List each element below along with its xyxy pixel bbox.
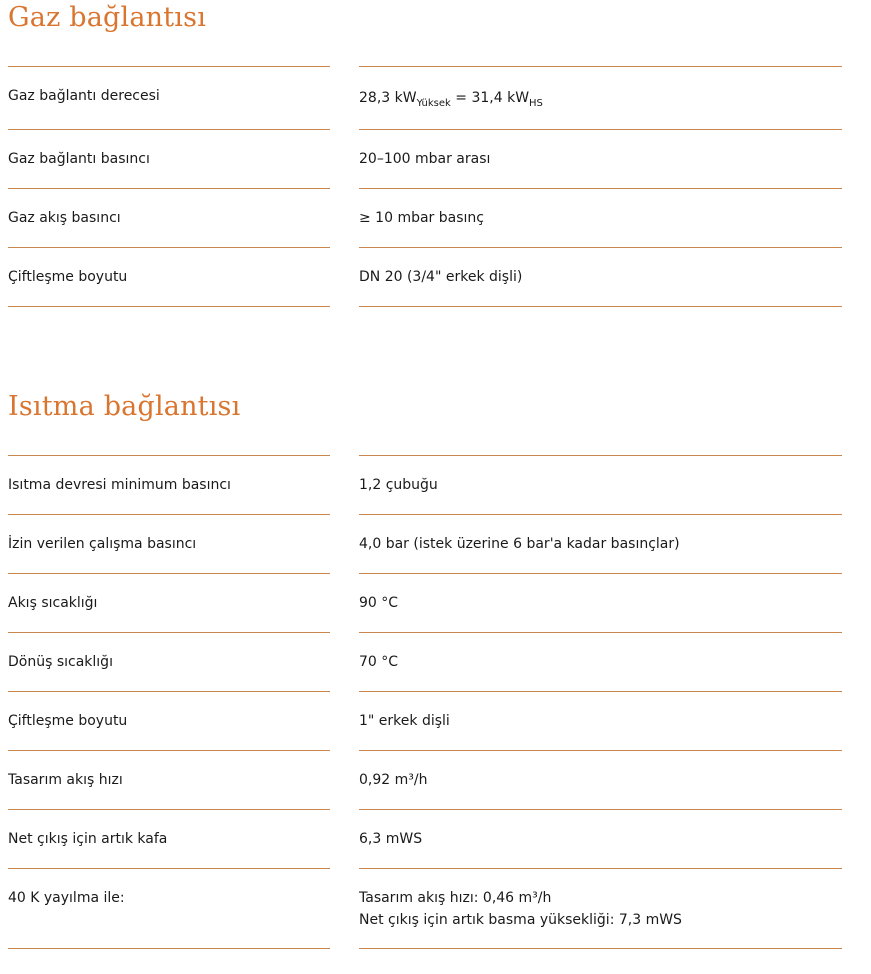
row-value: ≥ 10 mbar basınç xyxy=(359,210,484,226)
divider xyxy=(8,573,330,574)
divider xyxy=(8,691,330,692)
divider xyxy=(359,750,842,751)
divider xyxy=(8,306,330,307)
divider xyxy=(359,691,842,692)
divider xyxy=(359,809,842,810)
row-label: Gaz akış basıncı xyxy=(8,210,121,226)
row-label: 40 K yayılma ile: xyxy=(8,890,125,906)
divider xyxy=(359,514,842,515)
row-label: Net çıkış için artık kafa xyxy=(8,831,168,847)
divider xyxy=(8,129,330,130)
section-title-heating-connection: Isıtma bağlantısı xyxy=(8,391,241,422)
row-label: Isıtma devresi minimum basıncı xyxy=(8,477,231,493)
divider xyxy=(359,573,842,574)
row-label: İzin verilen çalışma basıncı xyxy=(8,536,197,552)
divider xyxy=(359,632,842,633)
divider xyxy=(8,247,330,248)
divider xyxy=(8,66,330,67)
divider xyxy=(8,514,330,515)
divider xyxy=(359,868,842,869)
row-label: Gaz bağlantı basıncı xyxy=(8,151,150,167)
divider xyxy=(359,948,842,949)
row-label: Çiftleşme boyutu xyxy=(8,269,128,285)
divider xyxy=(8,188,330,189)
value-subscript: HS xyxy=(529,98,543,109)
row-value: 70 °C xyxy=(359,654,399,670)
row-label: Tasarım akış hızı xyxy=(8,772,123,788)
divider xyxy=(359,455,842,456)
row-value: 4,0 bar (istek üzerine 6 bar'a kadar basınçlar) xyxy=(359,536,680,552)
row-value: 1,2 çubuğu xyxy=(359,477,438,493)
row-value: 20–100 mbar arası xyxy=(359,151,491,167)
divider xyxy=(359,188,842,189)
row-value xyxy=(359,87,543,109)
row-value: DN 20 (3/4" erkek dişli) xyxy=(359,269,523,285)
divider xyxy=(8,868,330,869)
value-part: = 31,4 kW xyxy=(450,90,530,106)
section-title-gas-connection: Gaz bağlantısı xyxy=(8,2,207,33)
row-value: 90 °C xyxy=(359,595,399,611)
row-value-line: Tasarım akış hızı: 0,46 m³/h xyxy=(359,890,552,906)
divider xyxy=(359,129,842,130)
value-part: 28,3 kW xyxy=(359,90,417,106)
value-subscript: Yüksek xyxy=(416,98,451,109)
divider xyxy=(8,455,330,456)
row-value: 1" erkek dişli xyxy=(359,713,450,729)
row-label: Çiftleşme boyutu xyxy=(8,713,128,729)
divider xyxy=(8,948,330,949)
row-label: Akış sıcaklığı xyxy=(8,595,98,611)
row-value: 0,92 m³/h xyxy=(359,772,428,788)
row-label: Gaz bağlantı derecesi xyxy=(8,88,160,104)
divider xyxy=(8,632,330,633)
divider xyxy=(359,66,842,67)
row-value: 6,3 mWS xyxy=(359,831,423,847)
divider xyxy=(8,809,330,810)
row-label: Dönüş sıcaklığı xyxy=(8,654,113,670)
row-value-line: Net çıkış için artık basma yüksekliği: 7,3 mWS xyxy=(359,912,682,928)
divider xyxy=(8,750,330,751)
divider xyxy=(359,306,842,307)
divider xyxy=(359,247,842,248)
